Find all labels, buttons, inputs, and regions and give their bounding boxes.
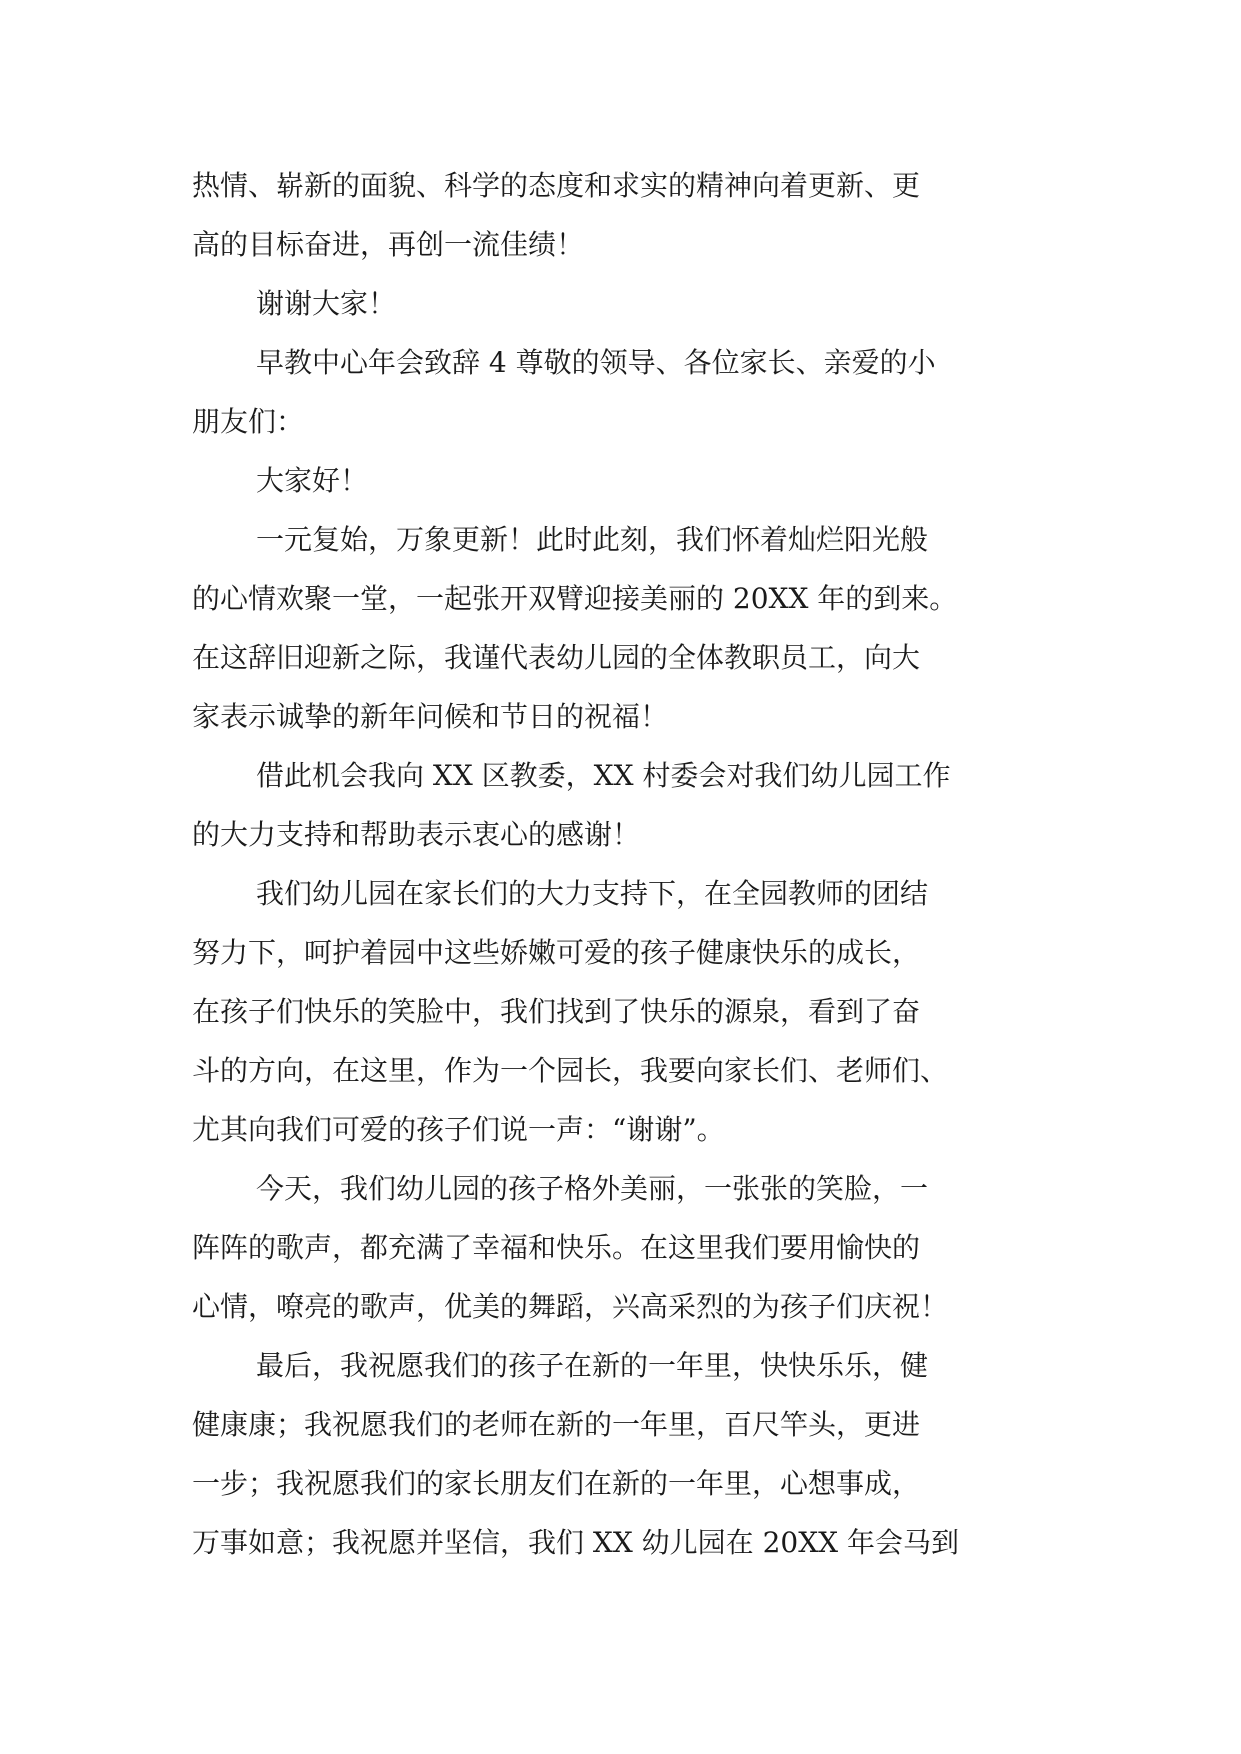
text-line: 朋友们： <box>192 405 305 438</box>
text-line: 阵阵的歌声，都充满了幸福和快乐。在这里我们要用愉快的 <box>192 1231 921 1264</box>
text-line: 健康康；我祝愿我们的老师在新的一年里，百尺竿头，更进 <box>192 1408 921 1441</box>
text-line: 的大力支持和帮助表示衷心的感谢！ <box>192 818 641 851</box>
text-line: 大家好！ <box>256 464 369 497</box>
text-line: 的心情欢聚一堂，一起张开双臂迎接美丽的 20XX 年的到来。 <box>192 582 958 615</box>
text-line: 万事如意；我祝愿并坚信，我们 XX 幼儿园在 20XX 年会马到 <box>192 1526 959 1559</box>
text-line: 最后，我祝愿我们的孩子在新的一年里，快快乐乐，健 <box>256 1349 929 1382</box>
text-line: 在这辞旧迎新之际，我谨代表幼儿园的全体教职员工，向大 <box>192 641 921 674</box>
text-line: 今天，我们幼儿园的孩子格外美丽，一张张的笑脸，一 <box>256 1172 929 1205</box>
text-line: 心情，嘹亮的歌声，优美的舞蹈，兴高采烈的为孩子们庆祝！ <box>192 1290 949 1323</box>
text-line: 谢谢大家！ <box>256 287 397 320</box>
text-line: 努力下，呵护着园中这些娇嫩可爱的孩子健康快乐的成长， <box>192 936 921 969</box>
text-line: 早教中心年会致辞 4 尊敬的领导、各位家长、亲爱的小 <box>256 346 936 379</box>
text-line: 一元复始，万象更新！此时此刻，我们怀着灿烂阳光般 <box>256 523 929 556</box>
text-line: 一步；我祝愿我们的家长朋友们在新的一年里，心想事成， <box>192 1467 921 1500</box>
text-line: 在孩子们快乐的笑脸中，我们找到了快乐的源泉，看到了奋 <box>192 995 921 1028</box>
text-line: 高的目标奋进，再创一流佳绩！ <box>192 228 585 261</box>
text-line: 我们幼儿园在家长们的大力支持下，在全园教师的团结 <box>256 877 929 910</box>
text-line: 热情、崭新的面貌、科学的态度和求实的精神向着更新、更 <box>192 169 921 202</box>
text-line: 家表示诚挚的新年问候和节日的祝福！ <box>192 700 669 733</box>
text-line: 借此机会我向 XX 区教委，XX 村委会对我们幼儿园工作 <box>256 759 951 792</box>
text-line: 斗的方向，在这里，作为一个园长，我要向家长们、老师们、 <box>192 1054 949 1087</box>
text-line: 尤其向我们可爱的孩子们说一声：“谢谢”。 <box>192 1113 725 1146</box>
